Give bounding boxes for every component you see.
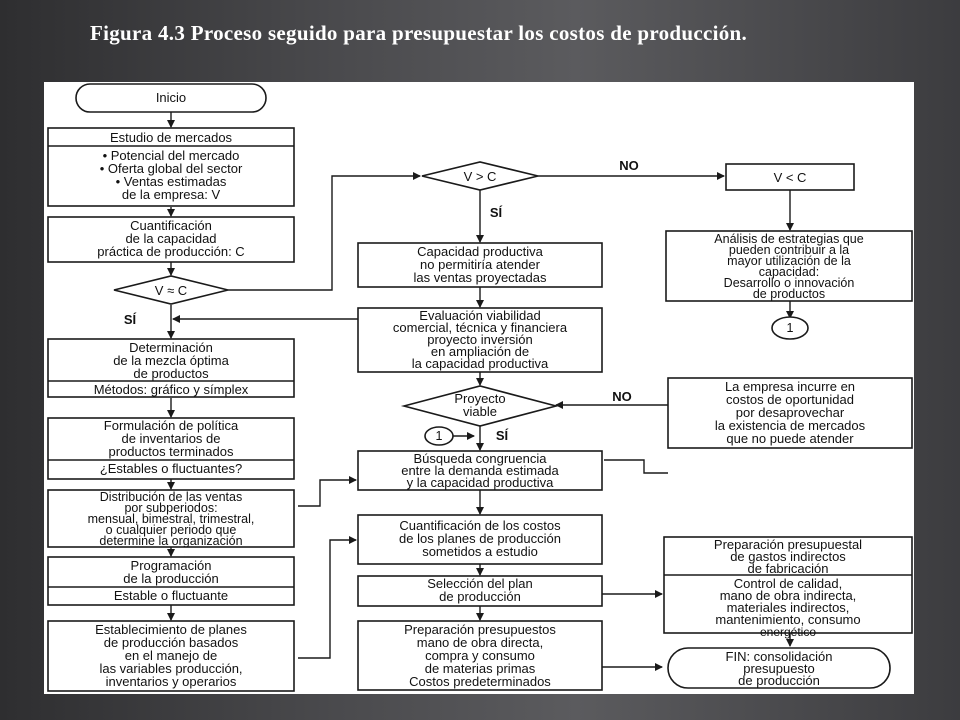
svg-text:de gastos indirectos: de gastos indirectos — [730, 549, 846, 564]
svg-text:Programación: Programación — [130, 558, 212, 573]
market-study-line: de la empresa: V — [121, 187, 221, 202]
svg-text:que no puede atender: que no puede atender — [726, 431, 854, 446]
svg-text:Búsqueda congruencia: Búsqueda congruencia — [413, 451, 547, 466]
svg-text:de inventarios de: de inventarios de — [121, 431, 221, 446]
svg-text:o cualquier periodo que: o cualquier periodo que — [105, 523, 237, 537]
svg-text:Preparación presupuestos: Preparación presupuestos — [404, 622, 556, 637]
svg-text:V < C: V < C — [773, 170, 807, 185]
svg-text:de la mezcla óptima: de la mezcla óptima — [113, 353, 229, 368]
svg-text:de producción: de producción — [738, 673, 820, 688]
svg-text:compra y consumo: compra y consumo — [425, 648, 535, 663]
svg-text:la existencia de mercados: la existencia de mercados — [714, 418, 866, 433]
svg-text:sometidos a estudio: sometidos a estudio — [422, 544, 538, 559]
svg-text:Control de calidad,: Control de calidad, — [733, 576, 843, 591]
svg-text:por desaprovechar: por desaprovechar — [735, 405, 845, 420]
svg-text:inventarios y operarios: inventarios y operarios — [105, 674, 237, 689]
yes-label: SÍ — [495, 428, 509, 443]
svg-text:presupuesto: presupuesto — [743, 661, 815, 676]
svg-text:en el manejo de: en el manejo de — [124, 648, 218, 663]
market-study-box — [48, 128, 294, 206]
svg-text:Capacidad productiva: Capacidad productiva — [417, 244, 543, 259]
svg-text:FIN: consolidación: FIN: consolidación — [725, 649, 833, 664]
svg-text:capacidad:: capacidad: — [758, 265, 820, 279]
market-study-line: • Potencial del mercado — [102, 148, 240, 163]
svg-text:Cuantificación de los costos: Cuantificación de los costos — [399, 518, 561, 533]
svg-text:V > C: V > C — [463, 169, 497, 184]
figure-caption: Figura 4.3 Proceso seguido para presupuestar los costos de producción. — [90, 21, 748, 45]
inventory-policy-box — [48, 418, 294, 479]
svg-text:V ≈ C: V ≈ C — [154, 283, 188, 298]
svg-text:La empresa incurre en: La empresa incurre en — [724, 379, 856, 394]
svg-text:productos terminados: productos terminados — [108, 444, 234, 459]
svg-text:de materias primas: de materias primas — [424, 661, 536, 676]
svg-text:Formulación de política: Formulación de política — [103, 418, 239, 433]
market-study-line: • Ventas estimadas — [115, 174, 227, 189]
svg-text:de productos: de productos — [133, 366, 209, 381]
market-study-header: Estudio de mercados — [109, 130, 233, 145]
svg-text:mensual, bimestral, trimestral: mensual, bimestral, trimestral, — [87, 512, 255, 526]
indirect-costs-budget-box — [664, 537, 912, 639]
svg-text:materiales indirectos,: materiales indirectos, — [726, 600, 850, 615]
svg-text:mantenimiento, consumo: mantenimiento, consumo — [715, 612, 861, 627]
svg-text:en ampliación de: en ampliación de — [430, 344, 530, 359]
svg-text:Cuantificación: Cuantificación — [130, 218, 212, 233]
svg-text:de la producción: de la producción — [123, 571, 219, 586]
start-label: Inicio — [155, 90, 187, 105]
svg-text:Desarrollo o innovación: Desarrollo o innovación — [723, 276, 855, 290]
capacity-quantification-box — [48, 217, 294, 262]
svg-text:no permitiría atender: no permitiría atender — [420, 257, 540, 272]
market-study-line: • Oferta global del sector — [99, 161, 243, 176]
connector-1-right — [772, 317, 808, 339]
connector-1-left — [425, 427, 453, 445]
insufficient-capacity-box — [358, 243, 602, 287]
svg-text:de la capacidad: de la capacidad — [125, 231, 217, 246]
svg-text:Proyecto: Proyecto — [454, 391, 506, 406]
flowchart — [44, 82, 914, 694]
opportunity-cost-box — [668, 378, 912, 448]
yes-label: SÍ — [489, 205, 503, 220]
svg-text:Análisis de estrategias que: Análisis de estrategias que — [714, 232, 864, 246]
congruence-search-box — [358, 451, 602, 490]
svg-text:1: 1 — [435, 429, 443, 443]
no-label: NO — [612, 389, 632, 404]
sales-distribution-box — [48, 490, 294, 548]
svg-text:energético: energético — [759, 625, 817, 639]
svg-text:Preparación presupuestal: Preparación presupuestal — [713, 537, 863, 552]
production-plans-box — [48, 621, 294, 691]
svg-text:Selección del plan: Selección del plan — [427, 576, 533, 591]
svg-text:las ventas proyectadas: las ventas proyectadas — [413, 270, 547, 285]
svg-text:proyecto inversión: proyecto inversión — [427, 332, 533, 347]
svg-text:costos de oportunidad: costos de oportunidad — [726, 392, 854, 407]
svg-text:comercial, técnica y financier: comercial, técnica y financiera — [392, 320, 568, 335]
svg-text:de producción: de producción — [439, 589, 521, 604]
svg-text:de los planes de producción: de los planes de producción — [399, 531, 561, 546]
svg-text:de productos: de productos — [752, 287, 826, 301]
svg-text:viable: viable — [463, 404, 497, 419]
svg-text:mano de obra directa,: mano de obra directa, — [416, 635, 544, 650]
strategy-analysis-box — [666, 231, 912, 301]
svg-text:Métodos: gráfico y símplex: Métodos: gráfico y símplex — [93, 382, 249, 397]
direct-labor-budget-box — [358, 621, 602, 690]
svg-text:pueden contribuir a la: pueden contribuir a la — [728, 243, 850, 257]
svg-text:las variables producción,: las variables producción, — [99, 661, 243, 676]
svg-text:Costos predeterminados: Costos predeterminados — [409, 674, 551, 689]
svg-text:y la capacidad productiva: y la capacidad productiva — [406, 475, 554, 490]
svg-text:de fabricación: de fabricación — [747, 561, 829, 576]
svg-text:determine la organización: determine la organización — [99, 534, 243, 548]
cost-quantification-box — [358, 515, 602, 564]
end-terminal — [668, 648, 890, 688]
svg-text:Estable o fluctuante: Estable o fluctuante — [113, 588, 229, 603]
start-terminal — [76, 84, 266, 112]
plan-selection-box — [358, 576, 602, 606]
svg-text:mano de obra indirecta,: mano de obra indirecta, — [719, 588, 857, 603]
svg-text:entre la demanda estimada: entre la demanda estimada — [401, 463, 559, 478]
yes-label: SÍ — [123, 312, 137, 327]
svg-text:por subperiodos:: por subperiodos: — [124, 501, 218, 515]
v-lt-c-box — [726, 164, 854, 190]
svg-text:1: 1 — [786, 321, 794, 335]
viability-evaluation-box — [358, 308, 602, 372]
product-mix-box — [48, 339, 294, 397]
svg-text:práctica de producción: C: práctica de producción: C — [97, 244, 245, 259]
no-label: NO — [619, 158, 639, 173]
svg-text:Evaluación viabilidad: Evaluación viabilidad — [419, 308, 541, 323]
svg-text:la capacidad productiva: la capacidad productiva — [411, 356, 549, 371]
svg-text:Distribución de las ventas: Distribución de las ventas — [99, 490, 243, 504]
svg-text:de producción basados: de producción basados — [103, 635, 239, 650]
svg-text:Determinación: Determinación — [129, 340, 213, 355]
svg-text:mayor utilización de la: mayor utilización de la — [727, 254, 851, 268]
svg-text:¿Estables o fluctuantes?: ¿Estables o fluctuantes? — [99, 461, 243, 476]
production-scheduling-box — [48, 557, 294, 605]
svg-text:Establecimiento de planes: Establecimiento de planes — [95, 622, 247, 637]
